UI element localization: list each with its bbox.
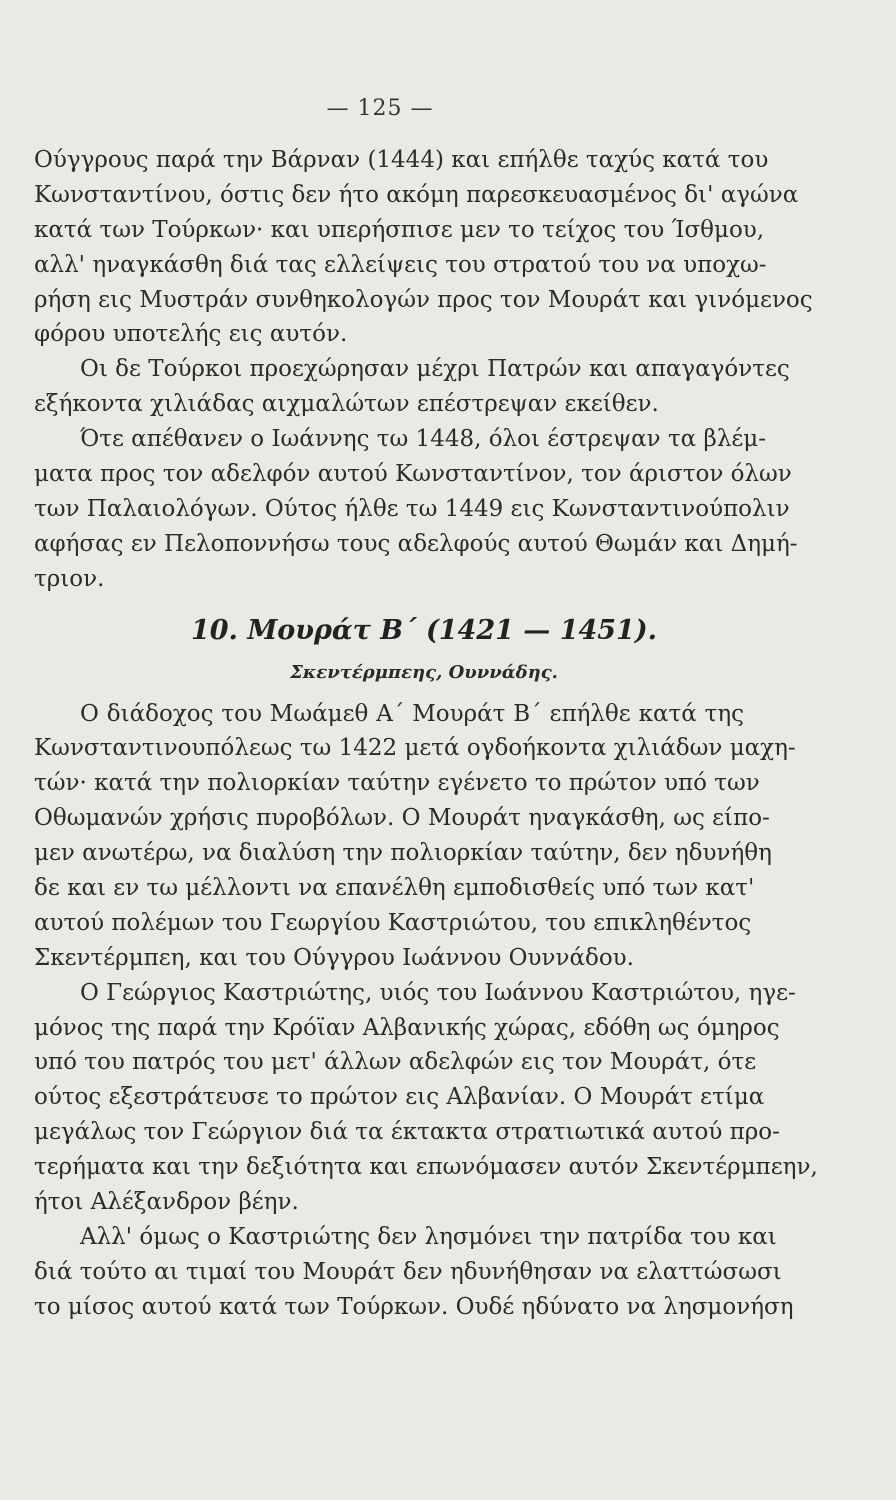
text-line: ματα προς τον αδελφόν αυτού Κωνσταντίνον, τον άριστον όλων <box>34 461 792 488</box>
text-line: κατά των Τούρκων· και υπερήσπισε μεν το τείχος του Ίσθμου, <box>34 216 765 243</box>
paragraph <box>34 143 813 352</box>
text-line: τριον. <box>34 565 105 592</box>
text-line: αυτού πολέμων του Γεωργίου Καστριώτου, του επικληθέντος <box>34 909 752 936</box>
text-line: Οι δε Τούρκοι προεχώρησαν μέχρι Πατρών και απαγαγόντες <box>80 356 790 383</box>
text-line: ρήση εις Μυστράν συνθηκολογών προς τον Μουράτ και γινόμενος <box>34 286 813 313</box>
text-line: φόρου υποτελής εις αυτόν. <box>34 321 348 348</box>
paragraph <box>34 976 818 1220</box>
text-line: Ότε απέθανεν ο Ιωάννης τω 1448, όλοι έστρεψαν τα βλέμ- <box>80 426 767 453</box>
spacer <box>34 597 744 609</box>
text-line: μεγάλως τον Γεώργιον διά τα έκτακτα στρατιωτικά αυτού προ- <box>34 1119 780 1146</box>
paragraph <box>34 1220 794 1325</box>
chapter-title: 10. Μουράτ Β΄ (1421 — 1451). <box>190 614 658 646</box>
text-line: δε και εν τω μέλλοντι να επανέλθη εμποδισθείς υπό των κατ' <box>34 875 755 902</box>
text-line: Αλλ' όμως ο Καστριώτης δεν λησμόνει την πατρίδα του και <box>80 1223 777 1250</box>
text-line: Ούγγρους παρά την Βάρναν (1444) και επήλθε ταχύς κατά του <box>34 147 769 173</box>
text-line: Ο Γεώργιος Καστριώτης, υιός του Ιωάννου Καστριώτου, ηγε- <box>80 979 796 1006</box>
text-line: αλλ' ηναγκάσθη διά τας ελλείψεις του στρατού του να υποχω- <box>34 251 767 278</box>
text-line: Κωνσταντινουπόλεως τω 1422 μετά ογδοήκοντα χιλιάδων μαχη- <box>34 735 796 762</box>
text-line: των Παλαιολόγων. Ούτος ήλθε τω 1449 εις Κωνσταντινούπολιν <box>34 495 790 522</box>
text-line: μόνος της παρά την Κρόϊαν Αλβανικής χώρας, εδόθη ως όμηρος <box>34 1014 780 1041</box>
text-line: αφήσας εν Πελοποννήσω τους αδελφούς αυτού Θωμάν και Δημή- <box>34 530 798 557</box>
chapter-subtitle: Σκεντέρμπεης, Ουννάδης. <box>290 661 558 683</box>
text-line: το μίσος αυτού κατά των Τούρκων. Ουδέ ηδύνατο να λησμονήση <box>34 1293 794 1320</box>
text-line: διά τούτο αι τιμαί του Μουράτ δεν ηδυνήθησαν να ελαττώσωσι <box>34 1258 782 1285</box>
paragraph <box>34 352 790 422</box>
text-block <box>34 143 818 1325</box>
text-line: ήτοι Αλέξανδρον βέην. <box>34 1189 299 1216</box>
text-line: Οθωμανών χρήσις πυροβόλων. Ο Μουράτ ηναγκάσθη, ως είπο- <box>34 805 770 832</box>
paragraph <box>34 697 796 976</box>
text-line: ούτος εξεστράτευσε το πρώτον εις Αλβανίαν. Ο Μουράτ ετίμα <box>34 1084 765 1111</box>
text-line: τών· κατά την πολιορκίαν ταύτην εγένετο το πρώτον υπό των <box>34 770 760 797</box>
text-line: υπό του πατρός του μετ' άλλων αδελφών εις τον Μουράτ, ότε <box>34 1049 757 1076</box>
paragraph <box>34 422 798 596</box>
page-number: — 125 — <box>326 96 434 121</box>
text-line: Κωνσταντίνου, όστις δεν ήτο ακόμη παρεσκευασμένος δι' αγώνα <box>34 181 799 208</box>
text-line: τερήματα και την δεξιότητα και επωνόμασεν αυτόν Σκεντέρμπεην, <box>34 1154 818 1181</box>
text-line: Ο διάδοχος του Μωάμεθ Α΄ Μουράτ Β΄ επήλθε κατά της <box>80 700 744 727</box>
text-line: μεν ανωτέρω, να διαλύση την πολιορκίαν ταύτην, δεν ηδυνήθη <box>34 840 772 867</box>
text-line: εξήκοντα χιλιάδας αιχμαλώτων επέστρεψαν εκείθεν. <box>34 391 659 418</box>
text-line: Σκεντέρμπεη, και του Ούγγρου Ιωάννου Ουννάδου. <box>34 944 634 971</box>
